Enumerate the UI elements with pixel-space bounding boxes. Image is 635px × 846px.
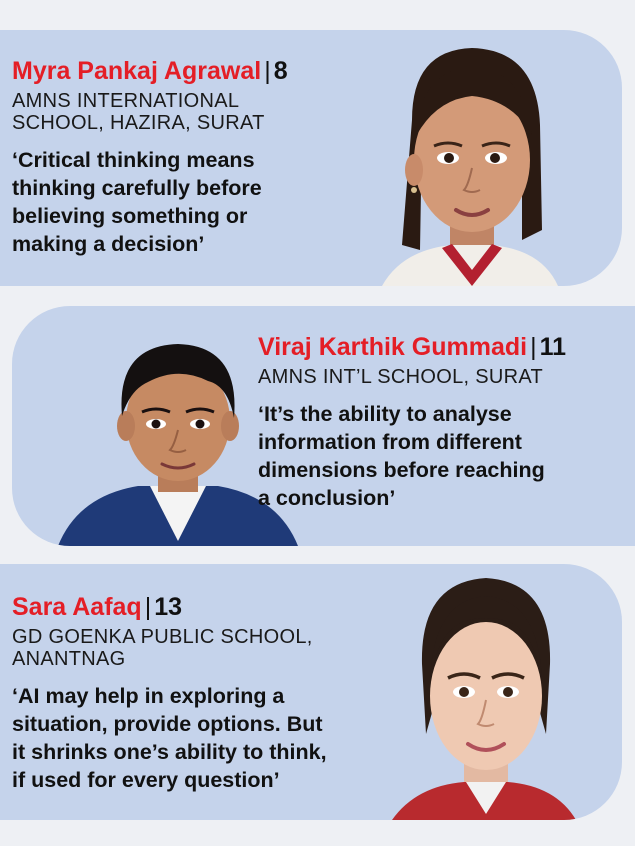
school-line: ANANTNAG bbox=[12, 648, 126, 670]
profile-text bbox=[258, 332, 628, 512]
school-line: SCHOOL, HAZIRA, SURAT bbox=[12, 112, 265, 134]
school-name bbox=[258, 366, 628, 388]
quote-line: thinking carefully before bbox=[12, 176, 262, 200]
student-age: 13 bbox=[154, 593, 182, 621]
student-name: Viraj Karthik Gummadi bbox=[258, 333, 528, 361]
quote-line: making a decision’ bbox=[12, 232, 205, 256]
quote-line: information from different bbox=[258, 430, 522, 454]
student-photo bbox=[386, 564, 582, 820]
quote bbox=[12, 146, 372, 258]
quote-line: ‘Critical thinking means bbox=[12, 148, 255, 172]
profile-card-viraj bbox=[12, 306, 635, 546]
student-age: 11 bbox=[539, 333, 567, 361]
student-name: Myra Pankaj Agrawal bbox=[12, 57, 262, 85]
girl-portrait-icon bbox=[386, 564, 582, 820]
quote-line: believing something or bbox=[12, 204, 248, 228]
school-line: GD GOENKA PUBLIC SCHOOL, bbox=[12, 626, 313, 648]
quote-line: a conclusion’ bbox=[258, 486, 396, 510]
quote-line: it shrinks one’s ability to think, bbox=[12, 740, 327, 764]
quote-line: dimensions before reaching bbox=[258, 458, 545, 482]
student-photo bbox=[372, 30, 568, 286]
school-line: AMNS INT’L SCHOOL, SURAT bbox=[258, 366, 544, 388]
quote bbox=[12, 682, 392, 794]
name-line bbox=[12, 592, 392, 622]
girl-portrait-icon bbox=[372, 30, 568, 286]
profile-text bbox=[12, 592, 392, 794]
quote-line: ‘AI may help in exploring a bbox=[12, 684, 285, 708]
school-line: AMNS INTERNATIONAL bbox=[12, 90, 240, 112]
quote-line: situation, provide options. But bbox=[12, 712, 323, 736]
profile-text bbox=[12, 56, 372, 258]
separator: | bbox=[264, 57, 271, 85]
student-age: 8 bbox=[273, 57, 288, 85]
school-name bbox=[12, 626, 392, 670]
school-name bbox=[12, 90, 372, 134]
quote-line: if used for every question’ bbox=[12, 768, 280, 792]
name-line bbox=[258, 332, 628, 362]
profile-card-sara bbox=[0, 564, 622, 820]
name-line bbox=[12, 56, 372, 86]
quote bbox=[258, 400, 628, 512]
profile-card-myra bbox=[0, 30, 622, 286]
separator: | bbox=[144, 593, 152, 621]
student-name: Sara Aafaq bbox=[12, 593, 142, 621]
quote-line: ‘It’s the ability to analyse bbox=[258, 402, 512, 426]
separator: | bbox=[530, 333, 537, 361]
